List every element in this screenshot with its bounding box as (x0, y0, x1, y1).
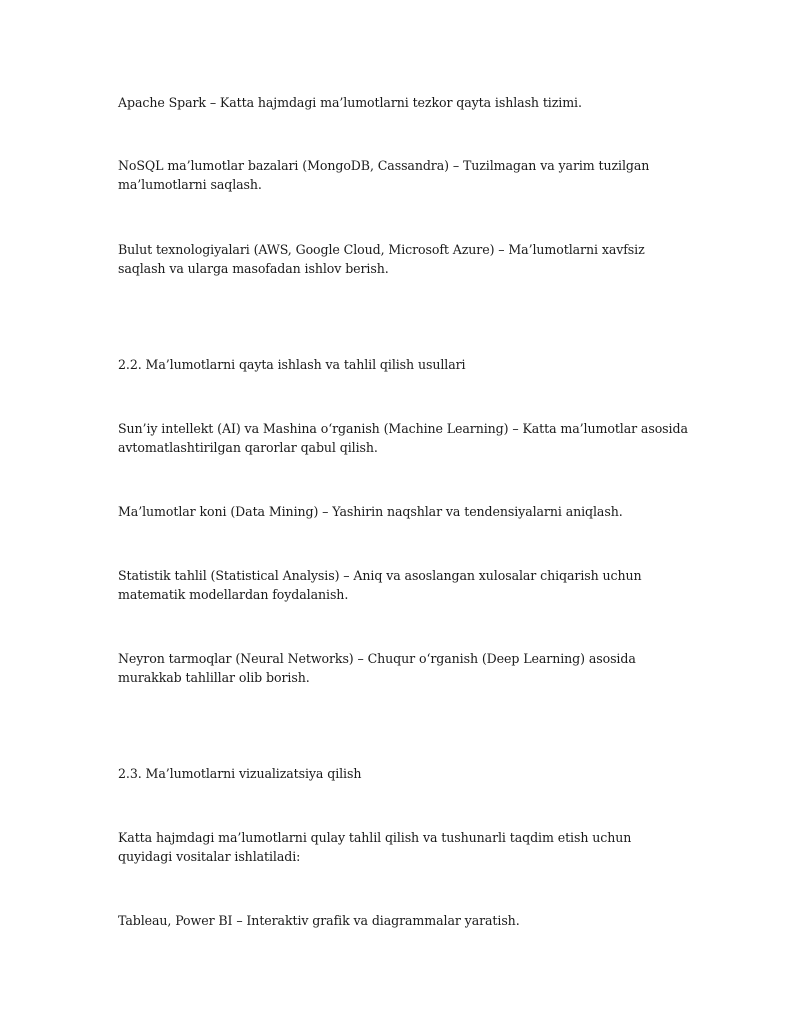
paragraph-nosql: NoSQL ma’lumotlar bazalari (MongoDB, Cassandra) – Tuzilmagan va yarim tuzilgan ma’lumotlarni saqlash. (118, 158, 650, 192)
paragraph-ai-ml: Sun’iy intellekt (AI) va Mashina o‘rganish (Machine Learning) – Katta ma’lumotlar asosida avtomatlashtirilgan qarorlar qabul qilish. (118, 421, 688, 455)
paragraph-tableau-powerbi: Tableau, Power BI – Interaktiv grafik va diagrammalar yaratish. (118, 913, 520, 928)
paragraph-neural-networks: Neyron tarmoqlar (Neural Networks) – Chuqur o‘rganish (Deep Learning) asosida murakkab tahlillar olib borish. (118, 651, 636, 685)
section-heading-2-3: 2.3. Ma’lumotlarni vizualizatsiya qilish (118, 766, 362, 781)
paragraph-apache-spark: Apache Spark – Katta hajmdagi ma’lumotlarni tezkor qayta ishlash tizimi. (118, 95, 582, 110)
paragraph-cloud: Bulut texnologiyalari (AWS, Google Cloud, Microsoft Azure) – Ma’lumotlarni xavfsiz saqlash va ularga masofadan ishlov berish. (118, 242, 645, 276)
paragraph-visualization-intro: Katta hajmdagi ma’lumotlarni qulay tahlil qilish va tushunarli taqdim etish uchun quyidagi vositalar ishlatiladi: (118, 830, 632, 864)
paragraph-statistical-analysis: Statistik tahlil (Statistical Analysis) – Aniq va asoslangan xulosalar chiqarish uchun matematik modellardan foydalanish. (118, 568, 642, 602)
section-heading-2-2: 2.2. Ma’lumotlarni qayta ishlash va tahlil qilish usullari (118, 357, 466, 372)
paragraph-data-mining: Ma’lumotlar koni (Data Mining) – Yashirin naqshlar va tendensiyalarni aniqlash. (118, 504, 623, 519)
